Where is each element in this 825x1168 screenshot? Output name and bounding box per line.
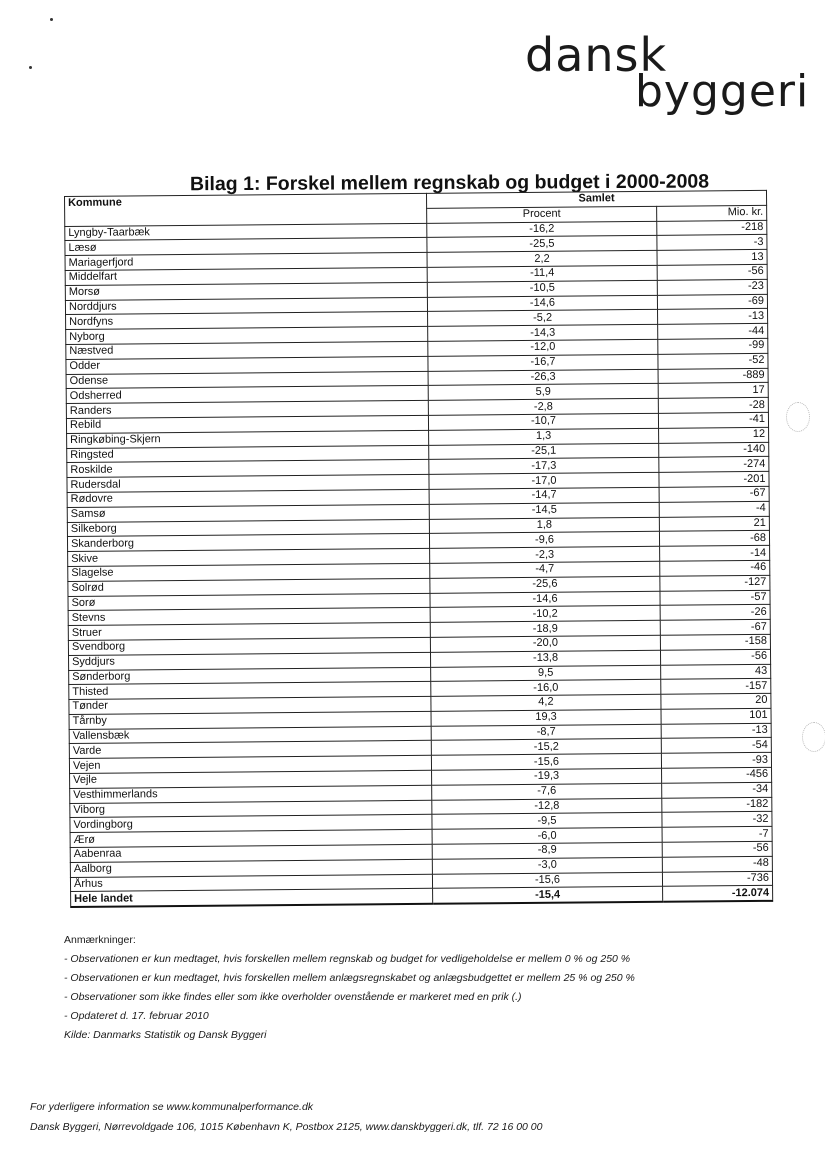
kommune-cell: Vallensbæk	[69, 726, 431, 744]
kommune-cell: Stevns	[68, 608, 430, 626]
kommune-cell: Aalborg	[70, 859, 432, 877]
mio-kr-cell: -26	[660, 605, 770, 621]
total-procent: -15,4	[433, 887, 663, 904]
kommune-cell: Tønder	[69, 696, 431, 714]
kommune-cell: Lyngby-Taarbæk	[65, 223, 427, 241]
kommune-cell: Roskilde	[67, 460, 429, 478]
procent-cell: -16,0	[431, 680, 661, 697]
kommune-cell: Skive	[68, 548, 430, 566]
mio-kr-cell: -56	[657, 264, 767, 280]
procent-cell: -5,2	[428, 310, 658, 327]
mio-kr-cell: 13	[657, 250, 767, 266]
header-samlet: Samlet	[426, 190, 766, 208]
procent-cell: -15,2	[431, 739, 661, 756]
footer-address-line: Dansk Byggeri, Nørrevoldgade 106, 1015 København K, Postbox 2125, www.danskbyggeri.dk, tlf. 72 16 00 00	[30, 1121, 543, 1133]
procent-cell: 19,3	[431, 709, 661, 726]
mio-kr-cell: -99	[658, 338, 768, 354]
mio-kr-cell: -68	[659, 531, 769, 547]
mio-kr-cell: -218	[657, 220, 767, 236]
kommune-cell: Randers	[66, 400, 428, 418]
procent-cell: 2,2	[427, 251, 657, 268]
mio-kr-cell: -23	[657, 279, 767, 295]
procent-cell: 9,5	[431, 665, 661, 682]
mio-kr-cell: -182	[662, 797, 772, 813]
kommune-cell: Syddjurs	[69, 652, 431, 670]
mio-kr-cell: 43	[661, 664, 771, 680]
procent-cell: -15,6	[432, 872, 662, 889]
kommune-cell: Odense	[66, 371, 428, 389]
procent-cell: -2,8	[428, 398, 658, 415]
procent-cell: -8,7	[431, 724, 661, 741]
kommune-cell: Slagelse	[68, 563, 430, 581]
kommune-cell: Sorø	[68, 593, 430, 611]
mio-kr-cell: -889	[658, 368, 768, 384]
scan-speck	[50, 18, 53, 21]
procent-cell: -12,0	[428, 339, 658, 356]
total-mio-kr: -12.074	[663, 886, 773, 902]
kommune-cell: Mariagerfjord	[65, 253, 427, 271]
mio-kr-cell: -28	[658, 398, 768, 414]
kommune-cell: Ringkøbing-Skjern	[67, 430, 429, 448]
kommune-cell: Vejle	[70, 770, 432, 788]
mio-kr-cell: -56	[660, 649, 770, 665]
procent-cell: -25,5	[427, 236, 657, 253]
mio-kr-cell: 101	[661, 708, 771, 724]
kommune-cell: Ærø	[70, 830, 432, 848]
kommune-cell: Læsø	[65, 238, 427, 256]
mio-kr-cell: 21	[659, 516, 769, 532]
procent-cell: -4,7	[430, 561, 660, 578]
kommune-cell: Solrød	[68, 578, 430, 596]
kommune-cell: Nyborg	[66, 327, 428, 345]
mio-kr-cell: -158	[660, 634, 770, 650]
data-table	[64, 190, 773, 908]
procent-cell: -17,0	[429, 472, 659, 489]
mio-kr-cell: -46	[660, 560, 770, 576]
kommune-cell: Rebild	[66, 415, 428, 433]
kommune-cell: Odder	[66, 356, 428, 374]
kommune-cell: Samsø	[67, 504, 429, 522]
notes-heading: Anmærkninger:	[64, 934, 136, 946]
note-item: - Observationen er kun medtaget, hvis forskellen mellem regnskab og budget for vedligeholdelse er mellem 0 % og 250 %	[64, 953, 631, 965]
notes-section	[64, 931, 764, 1045]
mio-kr-cell: -274	[659, 457, 769, 473]
kommune-cell: Vesthimmerlands	[70, 785, 432, 803]
kommune-cell: Sønderborg	[69, 667, 431, 685]
kommune-cell: Skanderborg	[67, 534, 429, 552]
mio-kr-cell: -3	[657, 235, 767, 251]
page-title: Bilag 1: Forskel mellem regnskab og budget i 2000-2008	[189, 170, 710, 196]
procent-cell: -15,6	[431, 754, 661, 771]
procent-cell: -16,2	[427, 221, 657, 238]
procent-cell: -11,4	[427, 265, 657, 282]
mio-kr-cell: -67	[659, 486, 769, 502]
procent-cell: -3,0	[432, 857, 662, 874]
total-name: Hele landet	[71, 889, 433, 907]
kommune-cell: Varde	[69, 741, 431, 759]
note-item: - Opdateret d. 17. februar 2010	[64, 1010, 209, 1022]
procent-cell: -10,7	[428, 413, 658, 430]
procent-cell: -14,7	[429, 487, 659, 504]
scan-punch-mark	[802, 722, 825, 752]
kommune-cell: Vordingborg	[70, 815, 432, 833]
mio-kr-cell: -41	[658, 412, 768, 428]
procent-cell: -16,7	[428, 354, 658, 371]
data-table-container	[64, 190, 772, 908]
procent-cell: 1,8	[429, 517, 659, 534]
kommune-cell: Næstved	[66, 341, 428, 359]
mio-kr-cell: -56	[662, 841, 772, 857]
kommune-cell: Århus	[70, 874, 432, 892]
procent-cell: -6,0	[432, 828, 662, 845]
logo-word-dansk: dansk	[525, 28, 668, 82]
mio-kr-cell: -13	[658, 309, 768, 325]
scan-punch-mark	[786, 402, 810, 432]
header-kommune: Kommune	[65, 193, 427, 226]
procent-cell: -18,9	[430, 620, 660, 637]
mio-kr-cell: -34	[662, 782, 772, 798]
kommune-cell: Nordfyns	[66, 312, 428, 330]
procent-cell: -10,5	[427, 280, 657, 297]
mio-kr-cell: -736	[662, 871, 772, 887]
kommune-cell: Rødovre	[67, 489, 429, 507]
kommune-cell: Morsø	[65, 282, 427, 300]
mio-kr-cell: -93	[661, 753, 771, 769]
kommune-cell: Tårnby	[69, 711, 431, 729]
procent-cell: -25,6	[430, 576, 660, 593]
procent-cell: -17,3	[429, 458, 659, 475]
mio-kr-cell: -4	[659, 501, 769, 517]
kommune-cell: Silkeborg	[67, 519, 429, 537]
kommune-cell: Svendborg	[68, 637, 430, 655]
mio-kr-cell: -32	[662, 812, 772, 828]
mio-kr-cell: -127	[660, 575, 770, 591]
kommune-cell: Middelfart	[65, 267, 427, 285]
header-mio-kr: Mio. kr.	[657, 205, 767, 221]
mio-kr-cell: -157	[661, 679, 771, 695]
mio-kr-cell: -57	[660, 590, 770, 606]
procent-cell: -20,0	[430, 635, 660, 652]
procent-cell: -14,5	[429, 502, 659, 519]
kommune-cell: Viborg	[70, 800, 432, 818]
procent-cell: -19,3	[432, 768, 662, 785]
kommune-cell: Vejen	[69, 756, 431, 774]
mio-kr-cell: 20	[661, 693, 771, 709]
procent-cell: -25,1	[429, 443, 659, 460]
procent-cell: 1,3	[429, 428, 659, 445]
mio-kr-cell: -201	[659, 471, 769, 487]
procent-cell: -7,6	[432, 783, 662, 800]
mio-kr-cell: -54	[661, 738, 771, 754]
procent-cell: -9,6	[429, 532, 659, 549]
mio-kr-cell: -44	[658, 324, 768, 340]
note-item: - Observationer som ikke findes eller som ikke overholder ovenstående er markeret med en prik (.)	[64, 991, 522, 1003]
procent-cell: -14,6	[430, 591, 660, 608]
procent-cell: -12,8	[432, 798, 662, 815]
header-procent: Procent	[427, 206, 657, 223]
mio-kr-cell: -13	[661, 723, 771, 739]
mio-kr-cell: -48	[662, 856, 772, 872]
mio-kr-cell: -7	[662, 827, 772, 843]
kommune-cell: Odsherred	[66, 386, 428, 404]
procent-cell: -26,3	[428, 369, 658, 386]
mio-kr-cell: 12	[659, 427, 769, 443]
kommune-cell: Rudersdal	[67, 474, 429, 492]
kommune-cell: Ringsted	[67, 445, 429, 463]
mio-kr-cell: -14	[660, 545, 770, 561]
procent-cell: 5,9	[428, 384, 658, 401]
scan-speck	[29, 66, 32, 69]
procent-cell: -14,6	[427, 295, 657, 312]
page-footer	[30, 1097, 790, 1137]
mio-kr-cell: -456	[662, 767, 772, 783]
mio-kr-cell: -140	[659, 442, 769, 458]
mio-kr-cell: -52	[658, 353, 768, 369]
logo-word-byggeri: byggeri	[635, 66, 810, 117]
table-body	[65, 220, 773, 892]
mio-kr-cell: -69	[657, 294, 767, 310]
procent-cell: -8,9	[432, 842, 662, 859]
kommune-cell: Struer	[68, 622, 430, 640]
note-item: - Observationen er kun medtaget, hvis forskellen mellem anlægsregnskabet og anlægsbudgettet er mellem 25 % og 250 %	[64, 972, 635, 984]
procent-cell: -13,8	[430, 650, 660, 667]
footer-info-line: For yderligere information se www.kommunalperformance.dk	[30, 1101, 314, 1113]
dansk-byggeri-logo	[525, 28, 810, 117]
procent-cell: -10,2	[430, 606, 660, 623]
kommune-cell: Thisted	[69, 682, 431, 700]
procent-cell: -2,3	[430, 546, 660, 563]
source-line: Kilde: Danmarks Statistik og Dansk Byggeri	[64, 1029, 267, 1041]
kommune-cell: Aabenraa	[70, 844, 432, 862]
mio-kr-cell: -67	[660, 619, 770, 635]
procent-cell: 4,2	[431, 694, 661, 711]
mio-kr-cell: 17	[658, 383, 768, 399]
kommune-cell: Norddjurs	[65, 297, 427, 315]
procent-cell: -14,3	[428, 324, 658, 341]
procent-cell: -9,5	[432, 813, 662, 830]
